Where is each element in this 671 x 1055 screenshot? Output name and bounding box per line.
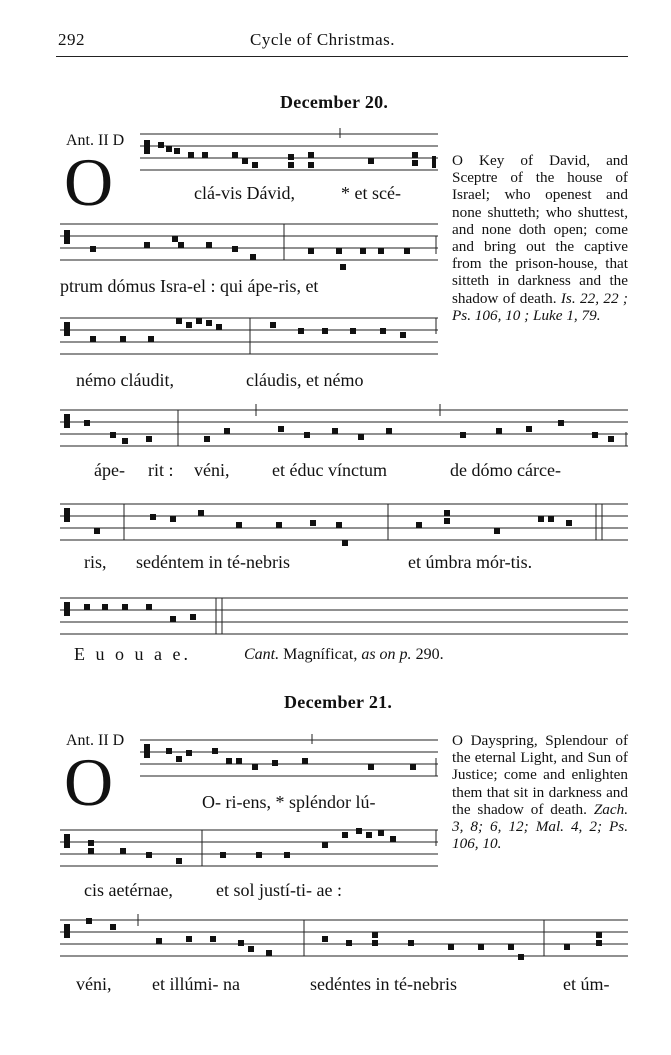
page-number: 292 bbox=[58, 30, 85, 49]
header-rule bbox=[56, 56, 628, 57]
lyric-line: et éduc vínctum bbox=[272, 460, 387, 480]
lyric-line: ris, bbox=[84, 552, 107, 572]
music-staff bbox=[140, 734, 440, 782]
music-staff bbox=[60, 220, 440, 274]
canticle-note bbox=[244, 646, 444, 664]
scripture-reference: Zach. 3, 8; 6, 12; Mal. 4, 2; Ps. 106, 10. bbox=[452, 800, 629, 853]
translation-text: O Dayspring, Splendour of the eternal Light, and Sun of Justice; come and enlighten them that sit in darkness and the shadow of death. bbox=[452, 732, 628, 818]
canticle-name: Magníficat, bbox=[283, 646, 358, 663]
lyric-line: clá-vis Dávid, bbox=[194, 183, 295, 203]
lyric-line: véni, bbox=[194, 460, 230, 480]
music-staff bbox=[60, 592, 630, 640]
lyric-line: O- ri-ens, * spléndor lú- bbox=[202, 792, 376, 812]
music-staff bbox=[60, 914, 630, 976]
music-staff bbox=[60, 312, 440, 362]
music-staff bbox=[60, 404, 630, 454]
music-staff bbox=[60, 824, 440, 874]
translation-dec21 bbox=[452, 732, 628, 852]
lyric-line: et úmbra mór-tis. bbox=[408, 552, 533, 572]
lyric-line: ptrum dómus Isra-el : qui ápe-ris, et bbox=[60, 276, 319, 296]
lyric-line: et úm- bbox=[563, 974, 610, 994]
lyric-line: * et scé- bbox=[341, 183, 401, 203]
lyric-line: sedéntes in té-nebris bbox=[310, 974, 457, 994]
day-title-dec20: December 20. bbox=[280, 92, 389, 112]
lyric-line: cis aetérnae, bbox=[84, 880, 173, 900]
lyric-line: et illúmi- na bbox=[152, 974, 240, 994]
canticle-label: Cant. bbox=[244, 646, 280, 663]
running-title: Cycle of Christmas. bbox=[250, 30, 396, 49]
translation-text: O Key of David, and Sceptre of the house of Israel; who openest and none shutteth; who shuttest, and none doth open; come and bring out the captive from the prison-house, that sitteth in darkness and the shadow of death. bbox=[452, 152, 628, 307]
lyric-line: E u o u a e. bbox=[74, 644, 191, 664]
lyric-line: et sol justí-ti- ae : bbox=[216, 880, 342, 900]
lyric-line: véni, bbox=[76, 974, 112, 994]
music-staff bbox=[140, 128, 440, 186]
canticle-page: 290. bbox=[415, 646, 444, 663]
initial-letter: O bbox=[64, 744, 114, 820]
lyric-line: sedéntem in té-nebris bbox=[136, 552, 290, 572]
antiphon-label: Ant. II D bbox=[66, 732, 125, 749]
initial-letter: O bbox=[64, 144, 114, 220]
translation-dec20 bbox=[452, 152, 628, 324]
lyric-line: cláudis, et némo bbox=[246, 370, 364, 390]
day-title-dec21: December 21. bbox=[284, 692, 393, 712]
lyric-line: rit : bbox=[148, 460, 174, 480]
music-staff bbox=[60, 498, 630, 556]
lyric-line: ápe- bbox=[94, 460, 125, 480]
lyric-line: némo cláudit, bbox=[76, 370, 174, 390]
antiphon-label: Ant. II D bbox=[66, 132, 125, 149]
scripture-reference: Is. 22, 22 ; Ps. 106, 10 ; Luke 1, 79. bbox=[452, 289, 628, 324]
canticle-ref-label: as on p. bbox=[361, 646, 412, 663]
lyric-line: de dómo cárce- bbox=[450, 460, 561, 480]
